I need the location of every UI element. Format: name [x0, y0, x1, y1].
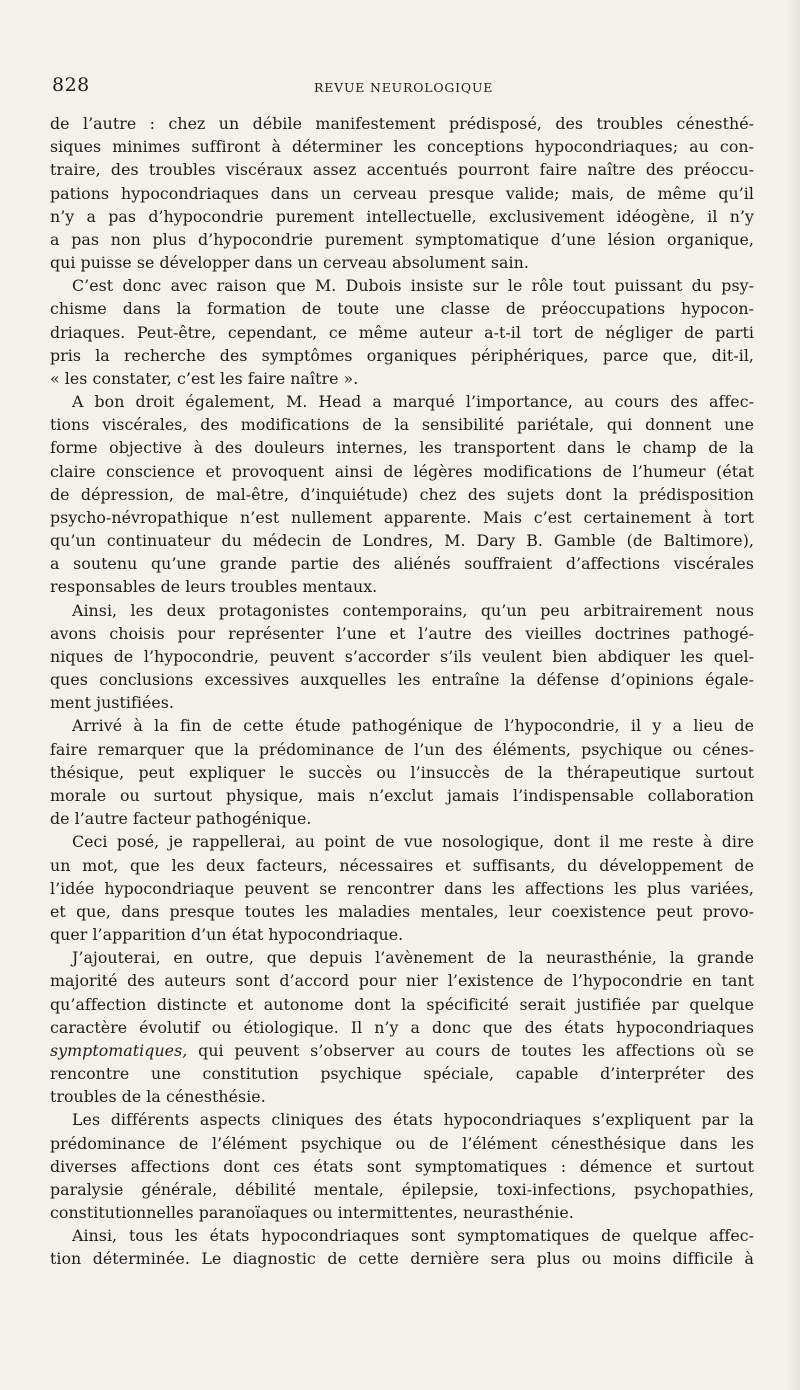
- page-edge-shadow: [786, 0, 800, 1390]
- text-line: Ainsi, tous les états hypocondriaques sont symptomatiques de quelque affec-: [72, 1226, 754, 1246]
- text-line: siques minimes suffiront à déterminer les conceptions hypocondriaques; au con-: [50, 137, 754, 157]
- body-text: [50, 112, 754, 1271]
- text-line: a soutenu qu’une grande partie des aliénés souffraient d’affections viscérales: [50, 554, 754, 574]
- line-text: qui peuvent s’observer au cours de toutes les affections où se: [187, 1040, 754, 1060]
- page-number: 828: [52, 74, 90, 96]
- text-line: chisme dans la formation de toute une classe de préoccupations hypocon-: [50, 299, 754, 319]
- text-line: a pas non plus d’hypocondrie purement symptomatique d’une lésion organique,: [50, 229, 754, 249]
- text-line: niques de l’hypocondrie, peuvent s’accorder s’ils veulent bien abdiquer les quel-: [50, 646, 754, 666]
- text-line: A bon droit également, M. Head a marqué l’importance, au cours des affec-: [72, 392, 754, 412]
- text-line: diverses affections dont ces états sont symptomatiques : démence et surtout: [50, 1156, 754, 1176]
- text-line: traire, des troubles viscéraux assez accentués pourront faire naître des préoccu-: [50, 160, 754, 180]
- text-line: troubles de la cénesthésie.: [50, 1087, 266, 1107]
- text-line: morale ou surtout physique, mais n’exclut jamais l’indispensable collaboration: [50, 785, 754, 805]
- text-line: tions viscérales, des modifications de la sensibilité pariétale, qui donnent une: [50, 415, 754, 435]
- text-line: responsables de leurs troubles mentaux.: [50, 577, 378, 597]
- text-line: pations hypocondriaques dans un cerveau presque valide; mais, de même qu’il: [50, 183, 754, 203]
- text-line: tion déterminée. Le diagnostic de cette dernière sera plus ou moins difficile à: [50, 1249, 754, 1269]
- text-line: n’y a pas d’hypocondrie purement intellectuelle, exclusivement idéogène, il n’y: [50, 206, 754, 226]
- text-line: « les constater, c’est les faire naître ».: [50, 368, 359, 388]
- text-line: Ceci posé, je rappellerai, au point de vue nosologique, dont il me reste à dire: [72, 832, 754, 852]
- text-line: majorité des auteurs sont d’accord pour nier l’existence de l’hypocondrie en tant: [50, 971, 754, 991]
- text-line: J’ajouterai, en outre, que depuis l’avènement de la neurasthénie, la grande: [72, 948, 754, 968]
- text-line: qu’affection distincte et autonome dont la spécificité serait justifiée par quelque: [50, 994, 754, 1014]
- text-line: psycho-névropathique n’est nullement apparente. Mais c’est certainement à tort: [50, 507, 754, 527]
- text-line: qu’un continuateur du médecin de Londres, M. Dary B. Gamble (de Baltimore),: [50, 531, 754, 551]
- text-line: Ainsi, les deux protagonistes contemporains, qu’un peu arbitrairement nous: [72, 600, 754, 620]
- text-line: un mot, que les deux facteurs, nécessaires et suffisants, du développement de: [50, 855, 754, 875]
- text-line: thésique, peut expliquer le succès ou l’insuccès de la thérapeutique surtout: [50, 762, 754, 782]
- text-line: qui puisse se développer dans un cerveau absolument sain.: [50, 253, 529, 273]
- text-line: ques conclusions excessives auxquelles les entraîne la défense d’opinions égale-: [50, 670, 754, 690]
- italic-term: symptomatiques,: [50, 1040, 188, 1060]
- text-line: et que, dans presque toutes les maladies mentales, leur coexistence peut provo-: [50, 901, 754, 921]
- running-title: REVUE NEUROLOGIQUE: [314, 80, 494, 95]
- text-line: rencontre une constitution psychique spéciale, capable d’interpréter des: [50, 1064, 754, 1084]
- text-line: driaques. Peut-être, cependant, ce même auteur a-t-il tort de négliger de parti: [50, 322, 754, 342]
- text-line: [50, 1039, 754, 1062]
- text-line: avons choisis pour représenter l’une et l’autre des vieilles doctrines pathogé-: [50, 623, 754, 643]
- text-line: faire remarquer que la prédominance de l’un des éléments, psychique ou cénes-: [50, 739, 754, 759]
- text-line: l’idée hypocondriaque peuvent se rencontrer dans les affections les plus variées,: [50, 878, 754, 898]
- text-line: forme objective à des douleurs internes, les transportent dans le champ de la: [50, 438, 754, 458]
- text-line: paralysie générale, débilité mentale, épilepsie, toxi-infections, psychopathies,: [50, 1179, 754, 1199]
- text-line: claire conscience et provoquent ainsi de légères modifications de l’humeur (état: [50, 461, 754, 481]
- text-line: C’est donc avec raison que M. Dubois insiste sur le rôle tout puissant du psy-: [72, 276, 754, 296]
- text-line: Les différents aspects cliniques des états hypocondriaques s’expliquent par la: [72, 1110, 754, 1130]
- text-line: prédominance de l’élément psychique ou de l’élément cénesthésique dans les: [50, 1133, 754, 1153]
- text-line: de dépression, de mal-être, d’inquiétude) chez des sujets dont la prédisposition: [50, 484, 754, 504]
- text-line: constitutionnelles paranoïaques ou intermittentes, neurasthénie.: [50, 1203, 574, 1223]
- text-line: quer l’apparition d’un état hypocondriaque.: [50, 925, 404, 945]
- text-line: Arrivé à la fin de cette étude pathogénique de l’hypocondrie, il y a lieu de: [72, 716, 754, 736]
- text-line: ment justifiées.: [50, 693, 174, 713]
- text-line: pris la recherche des symptômes organiques périphériques, parce que, dit-il,: [50, 345, 754, 365]
- text-line: caractère évolutif ou étiologique. Il n’y a donc que des états hypocondriaques: [50, 1017, 754, 1037]
- page-header: [52, 74, 752, 100]
- text-line: de l’autre : chez un débile manifestement prédisposé, des troubles cénesthé-: [50, 114, 754, 133]
- text-line: de l’autre facteur pathogénique.: [50, 809, 312, 829]
